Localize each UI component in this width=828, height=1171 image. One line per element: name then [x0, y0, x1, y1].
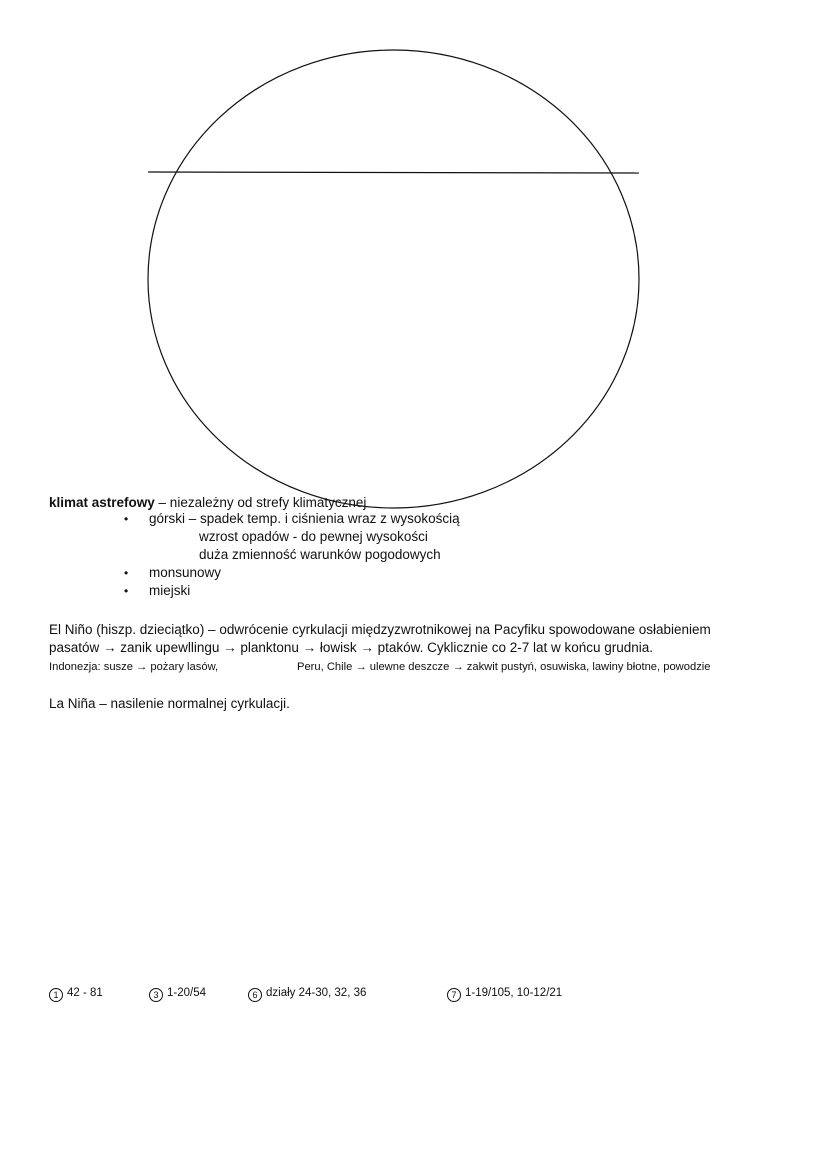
elnino-line-2: pasatów → zanik upewllingu → planktonu → łowisk → ptaków. Cyklicznie co 2-7 lat w końcu grudnia. [49, 640, 654, 655]
elnino-indonesia: Indonezja: susze → pożary lasów, [49, 661, 219, 673]
item-monsunowy: monsunowy [149, 565, 222, 580]
footer-ref-text: 1-19/105, 10-12/21 [465, 987, 563, 999]
footer-ref-text: 1-20/54 [167, 987, 207, 999]
footer-ref-text: działy 24-30, 32, 36 [266, 987, 367, 999]
item-zmiennosc: duża zmienność warunków pogodowych [199, 547, 441, 562]
astrefowy-term: klimat astrefowy [49, 495, 155, 510]
bullet-monsunowy: • [124, 566, 129, 580]
lanina-text: La Niña – nasilenie normalnej cyrkulacji. [49, 696, 290, 711]
item-gorski: górski – spadek temp. i ciśnienia wraz z wysokością [149, 511, 460, 526]
astrefowy-definition: – niezależny od strefy klimatycznej [154, 495, 367, 510]
horizontal-line [148, 172, 639, 173]
elnino-peru: Peru, Chile → ulewne deszcze → zakwit pustyń, osuwiska, lawiny błotne, powodzie [297, 661, 711, 673]
bullet-miejski: • [124, 584, 129, 598]
footer-ref-text: 42 - 81 [67, 987, 103, 999]
footer-ref-1 [49, 985, 103, 1002]
circled-number: 3 [149, 988, 163, 1002]
item-opady: wzrost opadów - do pewnej wysokości [199, 529, 428, 544]
elnino-line-1: El Niño (hiszp. dzieciątko) – odwrócenie cyrkulacji międzyzwrotnikowej na Pacyfiku spowodowane osłabieniem [49, 622, 711, 637]
footer-ref-6 [248, 985, 366, 1002]
footer-ref-3 [149, 985, 206, 1002]
circled-number: 1 [49, 988, 63, 1002]
circle-shape [148, 50, 639, 508]
bullet-gorski: • [124, 512, 129, 526]
circle-diagram [0, 0, 828, 520]
circled-number: 7 [447, 988, 461, 1002]
footer-ref-7 [447, 985, 562, 1002]
circled-number: 6 [248, 988, 262, 1002]
item-miejski: miejski [149, 583, 191, 598]
